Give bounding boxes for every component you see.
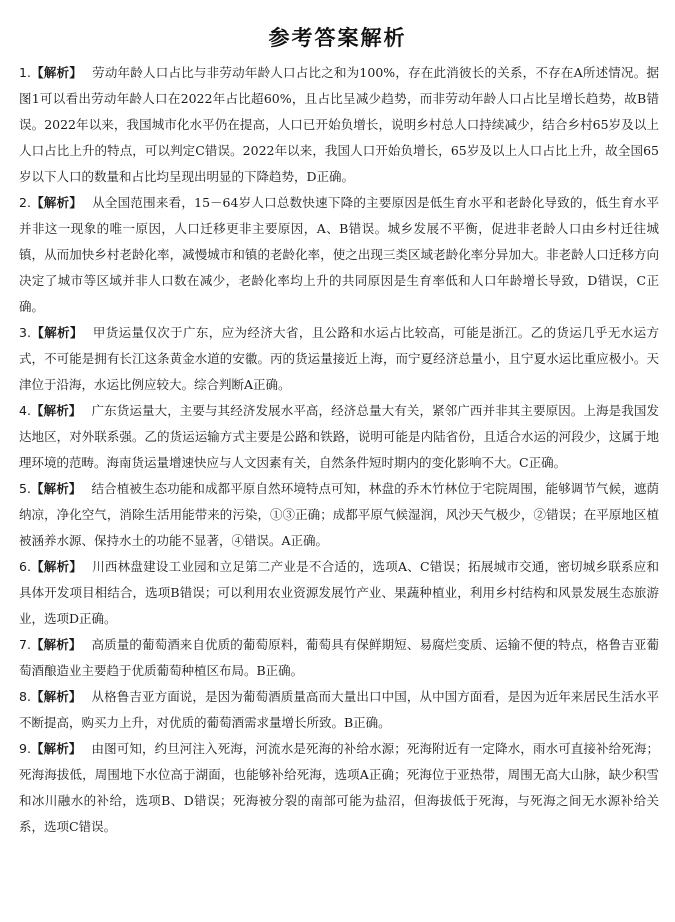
analysis-tag: 【解析】 xyxy=(30,741,82,756)
item-text: 高质量的葡萄酒来自优质的葡萄原料，葡萄具有保鲜期短、易腐烂变质、运输不便的特点，格鲁吉亚葡萄酒酿造业主要趋于优质葡萄种植区布局。B正确。 xyxy=(19,637,659,678)
item-number: 7. xyxy=(19,637,31,652)
item-number: 6. xyxy=(19,559,31,574)
answer-list xyxy=(19,60,659,840)
item-text: 劳动年龄人口占比与非劳动年龄人口占比之和为100%，存在此消彼长的关系，不存在A所述情况。据图1可以看出劳动年龄人口在2022年占比超60%，且占比呈减少趋势，而非劳动年龄人口占比呈增长趋势，故B错误。2022年以来，我国城市化水平仍在提高，人口已开始负增长，说明乡村总人口持续减少，结合乡村65岁及以上人口占比上升的特点，可以判定C错误。2022年以来，我国人口开始负增长，65岁及以上人口占比上升，故全国65岁以下人口的数量和占比均呈现出明显的下降趋势，D正确。 xyxy=(19,65,659,184)
analysis-tag: 【解析】 xyxy=(30,65,83,80)
answer-item-3 xyxy=(19,320,659,398)
item-text: 由图可知，约旦河注入死海，河流水是死海的补给水源；死海附近有一定降水，雨水可直接补给死海；死海海拔低，周围地下水位高于湖面，也能够补给死海，选项A正确；死海位于亚热带，周围无高大山脉，缺少积雪和冰川融水的补给，选项B、D错误；死海被分裂的南部可能为盐沼，但海拔低于死海，与死海之间无水源补给关系，选项C错误。 xyxy=(19,741,659,834)
item-text: 从全国范围来看，15－64岁人口总数快速下降的主要原因是低生育水平和老龄化导致的，低生育水平并非这一现象的唯一原因，人口迁移更非主要原因，A、B错误。城乡发展不平衡，促进非老龄人口由乡村迁往城镇，从而加快乡村老龄化率，减慢城市和镇的老龄化率，使之出现三类区域老龄化率分异加大。非老龄人口迁移方向决定了城市等区域并非人口数在减少，老龄化率均上升的共同原因是生育率低和人口年龄增长导致，D错误，C正确。 xyxy=(19,195,659,314)
answer-item-5 xyxy=(19,476,659,554)
analysis-tag: 【解析】 xyxy=(30,637,82,652)
item-number: 5. xyxy=(19,481,31,496)
answer-item-7 xyxy=(19,632,659,684)
analysis-tag: 【解析】 xyxy=(30,559,83,574)
item-text: 从格鲁吉亚方面说，是因为葡萄酒质量高而大量出口中国，从中国方面看，是因为近年来居民生活水平不断提高，购买力上升，对优质的葡萄酒需求量增长所致。B正确。 xyxy=(19,689,659,730)
answer-item-2 xyxy=(19,190,659,320)
answer-item-4 xyxy=(19,398,659,476)
item-number: 8. xyxy=(19,689,31,704)
analysis-tag: 【解析】 xyxy=(30,325,83,340)
answer-item-9 xyxy=(19,736,659,840)
answer-item-1 xyxy=(19,60,659,190)
answer-item-6 xyxy=(19,554,659,632)
item-text: 川西林盘建设工业园和立足第二产业是不合适的，选项A、C错误；拓展城市交通，密切城乡联系应和具体开发项目相结合，选项B错误；可以利用农业资源发展竹产业、果蔬种植业，利用乡村结构和风景发展生态旅游业，选项D正确。 xyxy=(19,559,659,626)
item-number: 3. xyxy=(19,325,31,340)
analysis-tag: 【解析】 xyxy=(30,689,82,704)
item-number: 1. xyxy=(19,65,31,80)
analysis-tag: 【解析】 xyxy=(30,481,82,496)
analysis-tag: 【解析】 xyxy=(30,195,83,210)
item-text: 甲货运量仅次于广东，应为经济大省，且公路和水运占比较高，可能是浙江。乙的货运几乎无水运方式，不可能是拥有长江这条黄金水道的安徽。丙的货运量接近上海，而宁夏经济总量小，且宁夏水运比重应极小。天津位于沿海，水运比例应较大。综合判断A正确。 xyxy=(19,325,659,392)
analysis-tag: 【解析】 xyxy=(30,403,82,418)
page-title: 参考答案解析 xyxy=(268,26,407,50)
item-text: 结合植被生态功能和成都平原自然环境特点可知，林盘的乔木竹林位于宅院周围，能够调节气候，遮荫纳凉，净化空气，消除生活用能带来的污染，①③正确；成都平原气候湿润，风沙天气极少，②错误；在平原地区植被涵养水源、保持水土的功能不显著，④错误。A正确。 xyxy=(19,481,659,548)
item-text: 广东货运量大，主要与其经济发展水平高，经济总量大有关，紧邻广西并非其主要原因。上海是我国发达地区，对外联系强。乙的货运运输方式主要是公路和铁路，说明可能是内陆省份，且适合水运的河段少，这属于地理环境的范畴。海南货运量增速快应与人文因素有关，自然条件短时期内的变化影响不大。C正确。 xyxy=(19,403,659,470)
item-number: 2. xyxy=(19,195,31,210)
answer-item-8 xyxy=(19,684,659,736)
item-number: 9. xyxy=(19,741,31,756)
item-number: 4. xyxy=(19,403,31,418)
